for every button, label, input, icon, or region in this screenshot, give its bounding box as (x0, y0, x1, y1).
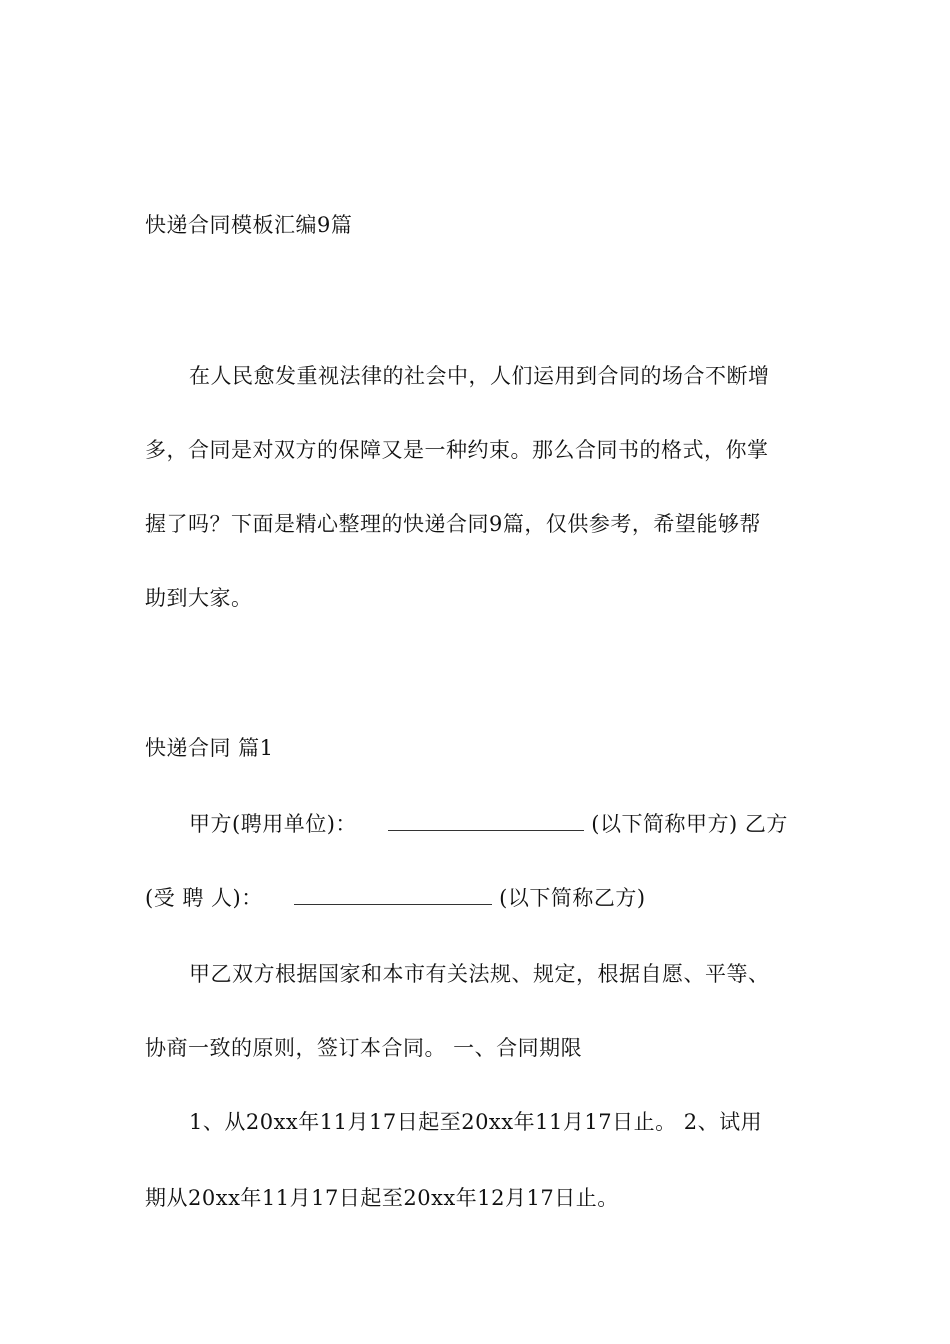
party-b-line (145, 884, 646, 912)
party-a-suffix: (以下简称甲方) 乙方 (591, 812, 788, 836)
party-a-label: 甲方(聘用单位)： (189, 812, 357, 836)
paragraph-2-line-2: 期从20xx年11月17日起至20xx年12月17日止。 (145, 1186, 619, 1210)
paragraph-2-line-1: 1、从20xx年11月17日起至20xx年11月17日止。 2、试用 (189, 1110, 763, 1134)
paragraph-1-line-1: 甲乙双方根据国家和本市有关法规、规定，根据自愿、平等、 (189, 962, 770, 986)
paragraph-1-line-2: 协商一致的原则，签订本合同。 一、合同期限 (145, 1036, 583, 1060)
party-b-suffix: (以下简称乙方) (499, 886, 646, 910)
party-a-blank (388, 810, 584, 831)
intro-line-2: 多，合同是对双方的保障又是一种约束。那么合同书的格式，你掌 (145, 438, 769, 462)
document-title: 快递合同模板汇编9篇 (145, 213, 353, 237)
section-heading: 快递合同 篇1 (145, 736, 274, 760)
party-b-label: (受 聘 人)： (145, 886, 263, 910)
intro-line-1: 在人民愈发重视法律的社会中，人们运用到合同的场合不断增 (189, 364, 770, 388)
intro-line-4: 助到大家。 (145, 586, 253, 610)
party-b-blank (294, 884, 492, 905)
intro-line-3: 握了吗？下面是精心整理的快递合同9篇，仅供参考，希望能够帮 (145, 512, 761, 536)
party-a-line (189, 810, 788, 838)
